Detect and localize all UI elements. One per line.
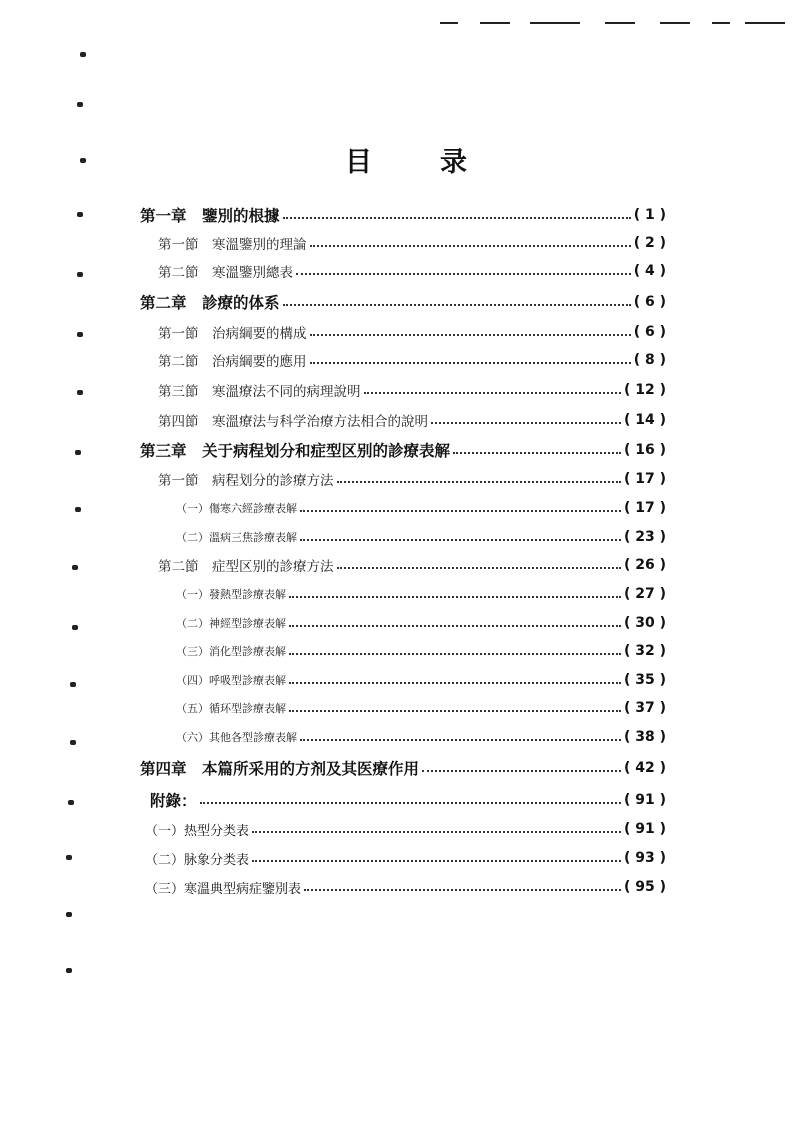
entry-title: 第二節 寒溫鑒別總表 bbox=[158, 265, 293, 281]
dot-leader bbox=[337, 567, 621, 569]
entry-title: （二）神經型診療表解 bbox=[176, 617, 286, 630]
entry-title: 第四章 本篇所采用的方剂及其医療作用 bbox=[140, 760, 420, 778]
entry-title: （二）脉象分类表 bbox=[145, 852, 250, 868]
entry-title: （一）热型分类表 bbox=[145, 823, 250, 839]
dot-leader bbox=[422, 770, 621, 772]
page-number: ( 35 ) bbox=[623, 672, 666, 688]
page-number: ( 12 ) bbox=[623, 382, 666, 398]
dot-leader bbox=[453, 452, 621, 454]
dot-leader bbox=[300, 539, 621, 541]
entry-title: （三）寒溫典型病症鑒別表 bbox=[145, 881, 302, 897]
page-number: ( 95 ) bbox=[623, 879, 666, 895]
entry-title: （三）消化型診療表解 bbox=[176, 645, 286, 658]
dot-leader bbox=[289, 682, 621, 684]
entry-title: 第三節 寒溫療法不同的病理說明 bbox=[158, 384, 361, 400]
toc-entry-chapter bbox=[140, 439, 666, 461]
entry-title: 第一節 寒溫鑒別的理論 bbox=[158, 237, 307, 253]
toc-entry-sub bbox=[176, 526, 666, 548]
toc-entry-app bbox=[145, 818, 666, 840]
entry-title: 第四節 寒溫療法与科学治療方法相合的說明 bbox=[158, 414, 428, 430]
toc-entry-sec bbox=[158, 232, 666, 254]
entry-title: 第二章 診療的体系 bbox=[140, 294, 280, 312]
page-number: ( 26 ) bbox=[623, 557, 666, 573]
page-number: ( 93 ) bbox=[623, 850, 666, 866]
dot-leader bbox=[337, 481, 621, 483]
dot-leader bbox=[200, 802, 621, 804]
toc-entry-chapter bbox=[140, 757, 666, 779]
page-number: ( 4 ) bbox=[633, 263, 666, 279]
toc-entry-sec bbox=[158, 554, 666, 576]
entry-title: （一）發熱型診療表解 bbox=[176, 588, 286, 601]
dot-leader bbox=[310, 362, 631, 364]
entry-title: 第三章 关于病程划分和症型区别的診療表解 bbox=[140, 442, 451, 460]
toc-entry-sec bbox=[158, 321, 666, 343]
toc-entry-sec bbox=[158, 260, 666, 282]
entry-title: 第二節 症型区别的診療方法 bbox=[158, 559, 334, 575]
page-number: ( 32 ) bbox=[623, 643, 666, 659]
page-number: ( 27 ) bbox=[623, 586, 666, 602]
toc-entry-sub bbox=[176, 583, 666, 605]
entry-title: 第一節 病程划分的診療方法 bbox=[158, 473, 334, 489]
page-number: ( 37 ) bbox=[623, 700, 666, 716]
dot-leader bbox=[289, 710, 621, 712]
dot-leader bbox=[289, 596, 621, 598]
page-number: ( 2 ) bbox=[633, 235, 666, 251]
toc-entry-sub bbox=[176, 697, 666, 719]
dot-leader bbox=[283, 217, 631, 219]
dot-leader bbox=[364, 392, 621, 394]
toc-entry-sub bbox=[176, 669, 666, 691]
dot-leader bbox=[300, 510, 621, 512]
entry-title: （二）溫病三焦診療表解 bbox=[176, 531, 297, 544]
entry-title: 第一章 鑒別的根據 bbox=[140, 207, 280, 225]
toc-entry-sub bbox=[176, 612, 666, 634]
page-number: ( 91 ) bbox=[623, 792, 666, 808]
title-char-2: 录 bbox=[440, 147, 467, 178]
dot-leader bbox=[252, 860, 621, 862]
toc-entry-sub bbox=[176, 726, 666, 748]
page-number: ( 30 ) bbox=[623, 615, 666, 631]
page-number: ( 1 ) bbox=[633, 207, 666, 223]
entry-title: （一）傷寒六經診療表解 bbox=[176, 502, 297, 515]
toc-entry-sub bbox=[176, 497, 666, 519]
dot-leader bbox=[300, 739, 621, 741]
entry-title: （六）其他各型診療表解 bbox=[176, 731, 297, 744]
page-number: ( 6 ) bbox=[633, 294, 666, 310]
toc-entry-sec bbox=[158, 468, 666, 490]
toc-entry-chapter bbox=[140, 204, 666, 226]
toc-entry-sec bbox=[158, 349, 666, 371]
entry-title: （四）呼吸型診療表解 bbox=[176, 674, 286, 687]
entry-title: 第二節 治病綱要的應用 bbox=[158, 354, 307, 370]
page-number: ( 14 ) bbox=[623, 412, 666, 428]
page-number: ( 17 ) bbox=[623, 500, 666, 516]
title-char-1: 目 bbox=[345, 147, 372, 178]
dot-leader bbox=[296, 273, 631, 275]
dot-leader bbox=[310, 334, 631, 336]
page-number: ( 38 ) bbox=[623, 729, 666, 745]
entry-title: 附錄： bbox=[150, 792, 197, 810]
entry-title: 第一節 治病綱要的構成 bbox=[158, 326, 307, 342]
toc-entry-app bbox=[145, 876, 666, 898]
page-number: ( 16 ) bbox=[623, 442, 666, 458]
dot-leader bbox=[252, 831, 621, 833]
toc-title bbox=[0, 140, 793, 180]
page-number: ( 6 ) bbox=[633, 324, 666, 340]
dot-leader bbox=[431, 422, 621, 424]
dot-leader bbox=[289, 653, 621, 655]
toc-entry-app bbox=[145, 847, 666, 869]
toc-entry-chapter bbox=[140, 291, 666, 313]
dot-leader bbox=[310, 245, 631, 247]
toc-entry-sec bbox=[158, 409, 666, 431]
page-number: ( 42 ) bbox=[623, 760, 666, 776]
entry-title: （五）循环型診療表解 bbox=[176, 702, 286, 715]
dot-leader bbox=[304, 889, 621, 891]
page-number: ( 91 ) bbox=[623, 821, 666, 837]
toc-entry-sub bbox=[176, 640, 666, 662]
page-number: ( 23 ) bbox=[623, 529, 666, 545]
dot-leader bbox=[289, 625, 621, 627]
toc-entry-chapter bbox=[150, 789, 666, 811]
page-number: ( 17 ) bbox=[623, 471, 666, 487]
page-number: ( 8 ) bbox=[633, 352, 666, 368]
dot-leader bbox=[283, 304, 631, 306]
toc-entry-sec bbox=[158, 379, 666, 401]
